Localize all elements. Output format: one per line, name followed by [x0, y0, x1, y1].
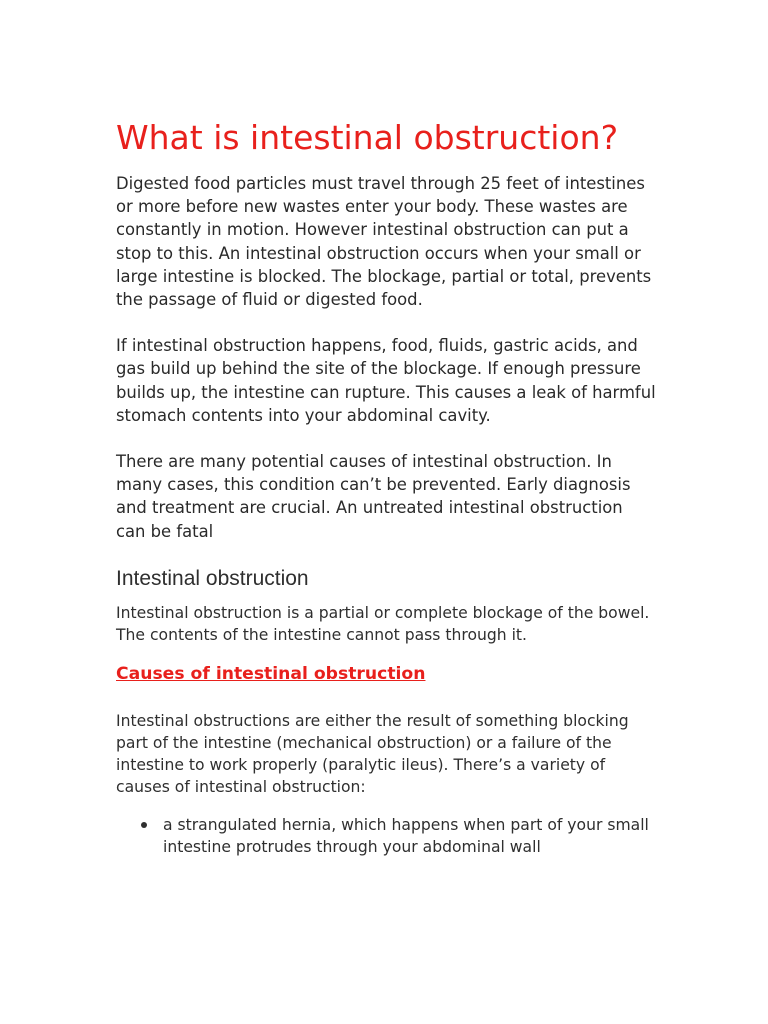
bullet-icon — [141, 822, 147, 828]
causes-heading: Causes of intestinal obstruction — [116, 663, 426, 684]
section-paragraph: Intestinal obstruction is a partial or complete blockage of the bowel. The contents of the intestine cannot pass through it. — [116, 603, 650, 644]
intro-paragraph-1: Digested food particles must travel through 25 feet of intestines or more before new wastes enter your body. These wastes are constantly in motion. However intestinal obstruction can put a stop to this. An intestinal obstruction occurs when your small or large intestine is blocked. The blockage, partial or total, prevents the passage of fluid or digested food. — [116, 174, 652, 310]
intro-paragraph-3: There are many potential causes of intestinal obstruction. In many cases, this condition can’t be prevented. Early diagnosis and treatment are crucial. An untreated intestinal obstruction can be fatal — [116, 452, 631, 541]
page-title: What is intestinal obstruction? — [116, 118, 619, 157]
causes-list — [116, 814, 656, 858]
section-heading: Intestinal obstruction — [116, 566, 309, 590]
list-item — [163, 814, 656, 858]
intro-paragraph-2: If intestinal obstruction happens, food, fluids, gastric acids, and gas build up behind the site of the blockage. If enough pressure builds up, the intestine can rupture. This causes a leak of harmful stomach contents into your abdominal cavity. — [116, 336, 656, 425]
causes-paragraph: Intestinal obstructions are either the result of something blocking part of the intestine (mechanical obstruction) or a failure of the intestine to work properly (paralytic ileus). There’s a variety of causes of intestinal obstruction: — [116, 711, 629, 796]
list-item-text: a strangulated hernia, which happens when part of your small intestine protrudes through your abdominal wall — [163, 815, 649, 856]
